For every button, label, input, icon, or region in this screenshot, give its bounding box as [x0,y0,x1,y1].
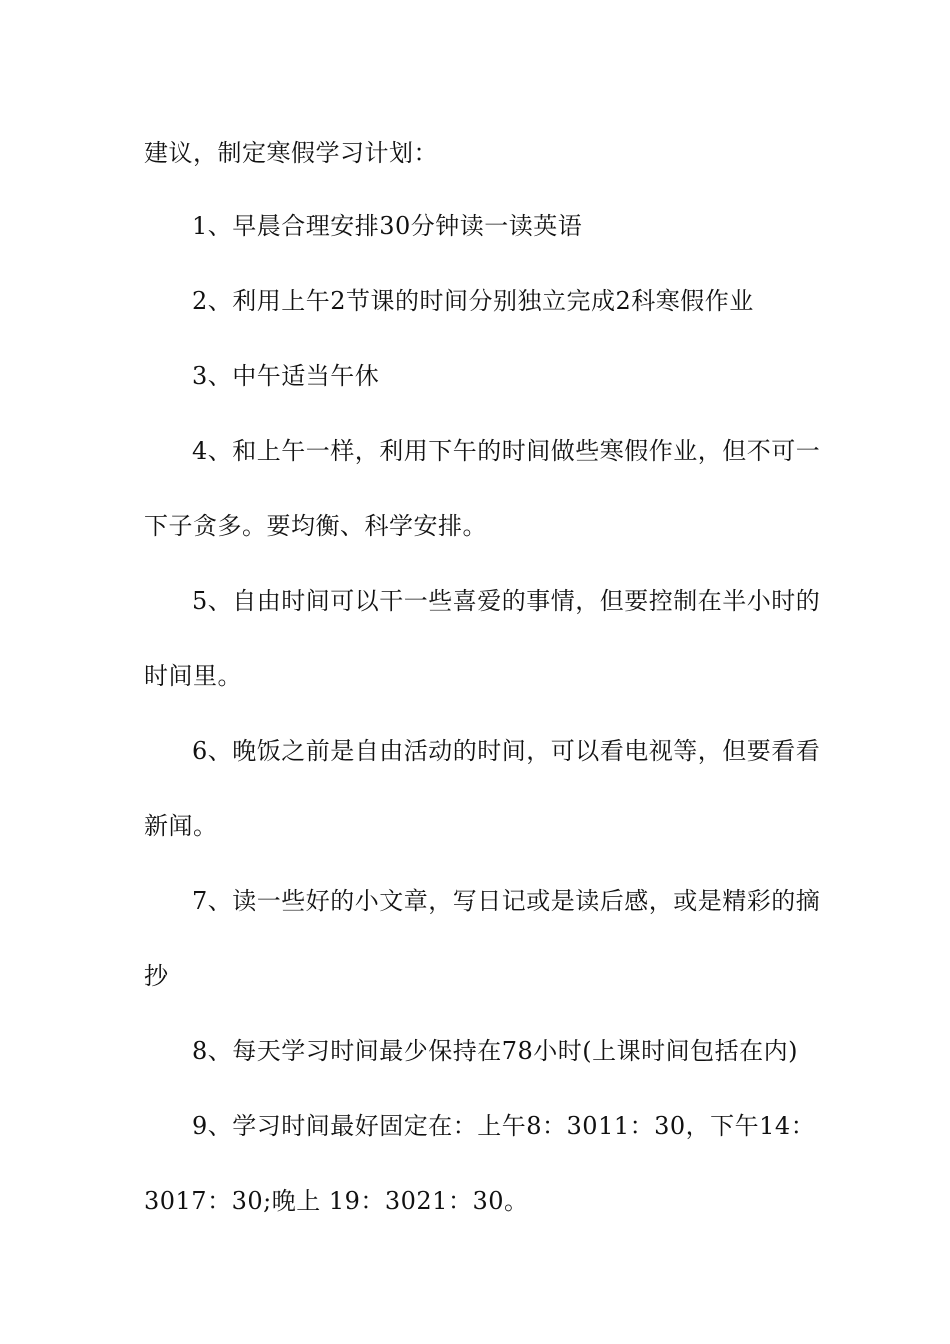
plan-item-9: 9、学习时间最好固定在：上午8：3011：30，下午14： [192,1112,816,1140]
plan-item-4: 4、和上午一样，利用下午的时间做些寒假作业，但不可一 [192,437,821,465]
plan-item-7-continued: 抄 [144,962,169,990]
plan-item-6: 6、晚饭之前是自由活动的时间，可以看电视等，但要看看 [192,737,821,765]
plan-item-1: 1、早晨合理安排30分钟读一读英语 [192,212,583,240]
intro-line: 建议，制定寒假学习计划： [144,139,438,167]
plan-item-3: 3、中午适当午休 [192,362,380,390]
plan-item-8: 8、每天学习时间最少保持在78小时(上课时间包括在内) [192,1037,799,1065]
plan-item-4-continued: 下子贪多。要均衡、科学安排。 [144,512,487,540]
plan-item-7: 7、读一些好的小文章，写日记或是读后感，或是精彩的摘 [192,887,821,915]
plan-item-6-continued: 新闻。 [144,812,218,840]
plan-item-2: 2、利用上午2节课的时间分别独立完成2科寒假作业 [192,287,754,315]
plan-item-5-continued: 时间里。 [144,662,242,690]
plan-item-9-continued: 3017：30;晚上 19：3021：30。 [144,1187,529,1215]
plan-item-5: 5、自由时间可以干一些喜爱的事情，但要控制在半小时的 [192,587,821,615]
